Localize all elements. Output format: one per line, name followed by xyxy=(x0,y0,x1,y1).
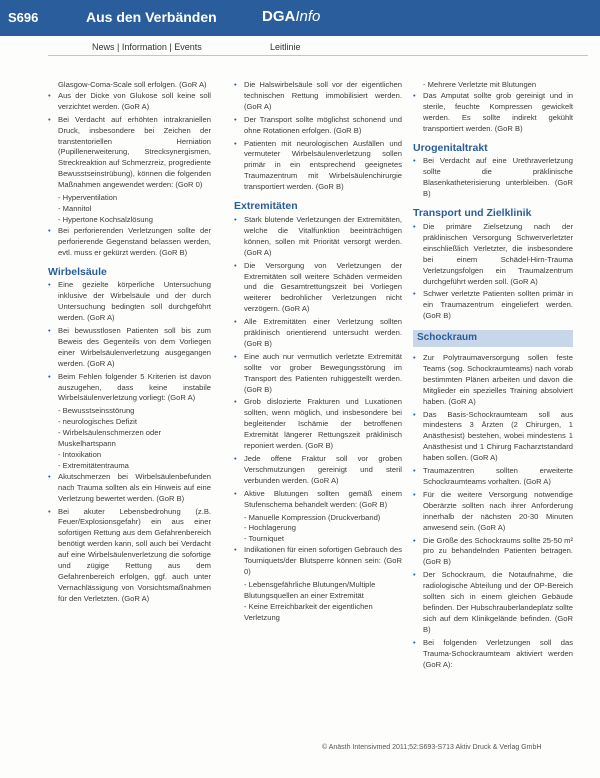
list-item: • Eine gezielte körperliche Untersuchung inklusive der Wirbelsäule und der durch Untersuchung bedingten soll durchgeführt werden. (GoR A) xyxy=(48,280,211,324)
list xyxy=(234,545,402,578)
list-item: • Der Schockraum, die Notaufnahme, die radiologische Abteilung und der OP-Bereich sollten sich in einem gleichen Gebäude befinden. Der Hubschrauberlandeplatz sollte sich auf dem Klinikgelände befinden. (GoR B) xyxy=(413,570,573,635)
list-item: • Eine auch nur vermutlich verletzte Extremität sollte vor grober Bewegungsstörung im Transport des Patienten ruhiggestellt werden. (GoR B) xyxy=(234,352,402,396)
list-item: • Für die weitere Versorgung notwendige Oberärzte sollten nach ihrer Anforderung innerhalb der nächsten 20-30 Minuten anwesend sein. (GoR A) xyxy=(413,490,573,534)
dash-item: - Mannitol xyxy=(58,203,92,213)
list xyxy=(48,226,211,259)
list-item: • Das Amputat sollte grob gereinigt und in sterile, feuchte Kompressen gewickelt werden. Es sollte indirekt gekühlt transportiert werden. (GoR B) xyxy=(413,91,573,135)
footer-citation: © Anästh Intensivmed 2011;52:S693-S713 Aktiv Druck & Verlag GmbH xyxy=(322,744,542,751)
section-heading: Transport und Zielklinik xyxy=(413,207,532,220)
list-item: • Die Halswirbelsäule soll vor der eigentlichen technischen Rettung immobilisiert werden. (GoR A) xyxy=(234,80,402,113)
list xyxy=(234,215,402,511)
dash-item: - Manuelle Kompression (Druckverband) xyxy=(244,512,381,522)
dash-item: - Keine Erreichbarkeit der eigentlichen Verletzung xyxy=(244,601,373,622)
list xyxy=(234,80,402,193)
list xyxy=(413,222,573,322)
column-3 xyxy=(413,80,573,672)
subheader-left: News | Information | Events xyxy=(92,42,202,52)
list-item: • Das Basis-Schockraumteam soll aus mindestens 3 Ärzten (2 Chirurgen, 1 Anästhesist) bestehen, wobei mindestens 1 Anästhesist und 1 Chirurg Facharztstandard haben sollen. (GoR A) xyxy=(413,410,573,465)
list-item: • Bei Verdacht auf erhöhten intrakraniellen Druck, insbesondere bei Zeichen der transtentoriellen Herniation (Pupillenerweiterung, Strecksynergismen, Streckreaktion auf Schmerzreiz, progrediente Bewusstseinstrübung), können die folgenden Maßnahmen angewendet werden: (GoR 0) xyxy=(48,115,211,191)
dash-item: - Hochlagerung xyxy=(244,523,296,533)
paragraph: Glasgow-Coma-Scale soll erfolgen. (GoR A) xyxy=(58,80,207,89)
list-item: • Aktive Blutungen sollten gemäß einem Stufenschema behandelt werden: (GoR B) xyxy=(234,489,402,511)
list-item: • Bei bewusstlosen Patienten soll bis zum Beweis des Gegenteils von dem Vorliegen einer Wirbelsäulenverletzung ausgegangen werden. (GoR A) xyxy=(48,326,211,370)
column-1 xyxy=(48,80,211,607)
header-bar xyxy=(0,0,600,36)
list-item: • Die primäre Zielsetzung nach der präklinischen Versorgung Schwerverletzter einschließlich Verletzter, die insbesondere bei einem Schädel-Hirn-Trauma Verletzungsfolgen ein Traumalzentrum durchgeführt werden soll. (GoR A) xyxy=(413,222,573,287)
section-title: Aus den Verbänden xyxy=(86,9,217,25)
page-number: S696 xyxy=(8,10,39,25)
list xyxy=(48,91,211,191)
boxed-heading: Schockraum xyxy=(413,330,573,347)
list-item: • Grob dislozierte Frakturen und Luxationen sollten, wenn möglich, und insbesondere bei begleitender Ischämie der betroffenen Extremität längerer Rettungszeit präklinisch reponiert werden. (GoR B) xyxy=(234,397,402,452)
dash-item: - Hypertone Kochsalzlösung xyxy=(58,214,153,224)
list xyxy=(413,353,573,670)
subheader-right: Leitlinie xyxy=(270,42,301,52)
dash-item: - Hyperventilation xyxy=(58,193,118,203)
list-item: • Zur Polytraumaversorgung sollen feste Teams (sog. Schockraumteams) nach vorab bestimmten Plänen arbeiten und davon die Mitglieder ein spezielles Training absolviert haben. (GoR A) xyxy=(413,353,573,408)
list-item: • Die Versorgung von Verletzungen der Extremitäten soll weitere Schäden vermeiden und die Gesamtrettungszeit bei Vorliegen weiterer bedrohlicher Verletzungen nicht verzögern. (GoR A) xyxy=(234,261,402,316)
list-item: • Stark blutende Verletzungen der Extremitäten, welche die Vitalfunktion beeinträchtigen können, sollen mit Priorität versorgt werden. (GoR A) xyxy=(234,215,402,259)
dash-item: - Tourniquet xyxy=(244,534,284,544)
dash-item: - Mehrere Verletzte mit Blutungen xyxy=(423,80,537,89)
list-item: • Alle Extremitäten einer Verletzung sollten präklinisch orientierend untersucht werden. (GoR B) xyxy=(234,317,402,350)
divider xyxy=(48,55,588,56)
section-heading: Wirbelsäule xyxy=(48,265,107,278)
list-item: • Die Größe des Schockraums sollte 25-50 m² pro zu behandelnden Patienten betragen. (GoR B) xyxy=(413,536,573,569)
list xyxy=(48,280,211,404)
list-item: • Patienten mit neurologischen Ausfällen und vermuteter Wirbelsäulenverletzung sollen primär in ein entsprechend geeignetes Traumazentrum mit Wirbelsäulenchirurgie transportiert werden. (GoR B) xyxy=(234,139,402,194)
list-item: • Beim Fehlen folgender 5 Kriterien ist davon auszugehen, dass keine instabile Wirbelsäulenverletzung vorliegt: (GoR A) xyxy=(48,372,211,405)
section-heading: Urogenitaltrakt xyxy=(413,141,488,154)
column-2 xyxy=(234,80,402,624)
list-item: • Aus der Dicke von Glukose soll keine soll verzichtet werden. (GoR A) xyxy=(48,91,211,113)
list xyxy=(413,156,573,200)
dash-item: - Intoxikation xyxy=(58,450,102,459)
brand-logo: DGAInfo xyxy=(262,8,321,25)
list-item: • Bei perforierenden Verletzungen sollte der perforierende Gegenstand belassen werden, evtl. muss er gekürzt werden. (GoR B) xyxy=(48,226,211,259)
list-item: • Indikationen für einen sofortigen Gebrauch des Tourniquets/der Blutsperre können sein: (GoR 0) xyxy=(234,545,402,578)
dash-item: - Wirbelsäulenschmerzen oder Muskelhartspann xyxy=(58,428,161,449)
dash-item: - Lebensgefährliche Blutungen/Multiple Blutungsquellen an einer Extremität xyxy=(244,579,376,600)
list-item: • Jede offene Fraktur soll vor groben Verschmutzungen gereinigt und steril verbunden werden. (GoR A) xyxy=(234,454,402,487)
list-item: • Traumazentren sollten erweiterte Schockraumteams vorhalten. (GoR A) xyxy=(413,466,573,488)
dash-item: - neurologisches Defizit xyxy=(58,417,137,427)
list-item: • Akutschmerzen bei Wirbelsäulenbefunden nach Trauma sollten als ein Hinweis auf eine Verletzung bewertet werden. (GoR B) xyxy=(48,472,211,505)
list-item: • Bei folgenden Verletzungen soll das Trauma-Schockraumteam aktiviert werden (GoR A): xyxy=(413,638,573,671)
list-item: • Bei Verdacht auf eine Urethraverletzung sollte die präklinische Blasenkatheterisierung unterbleiben. (GoR B) xyxy=(413,156,573,200)
list-item: • Der Transport sollte möglichst schonend und ohne Rotationen erfolgen. (GoR B) xyxy=(234,115,402,137)
list-item: • Schwer verletzte Patienten sollten primär in ein Traumazentrum eingeliefert werden. (GoR B) xyxy=(413,289,573,322)
dash-item: - Bewusstseinsstörung xyxy=(58,406,135,416)
list-item: • Bei akuter Lebensbedrohung (z.B. Feuer/Explosionsgefahr) ein aus einer sofortigen Rettung aus dem Gefahrenbereich benötigt werden kann, soll auch bei Verdacht auf eine Wirbelsäulenverletzung die sofortige und zügige Rettung aus dem Gefahrenbereich erfolgen, ggf. auch unter Vernachlässigung von Vorsichtsmaßnahmen für den Verletzten. (GoR A) xyxy=(48,507,211,605)
section-heading: Extremitäten xyxy=(234,200,298,213)
list xyxy=(48,472,211,605)
list xyxy=(413,91,573,135)
dash-item: - Extremitätentrauma xyxy=(58,460,129,470)
